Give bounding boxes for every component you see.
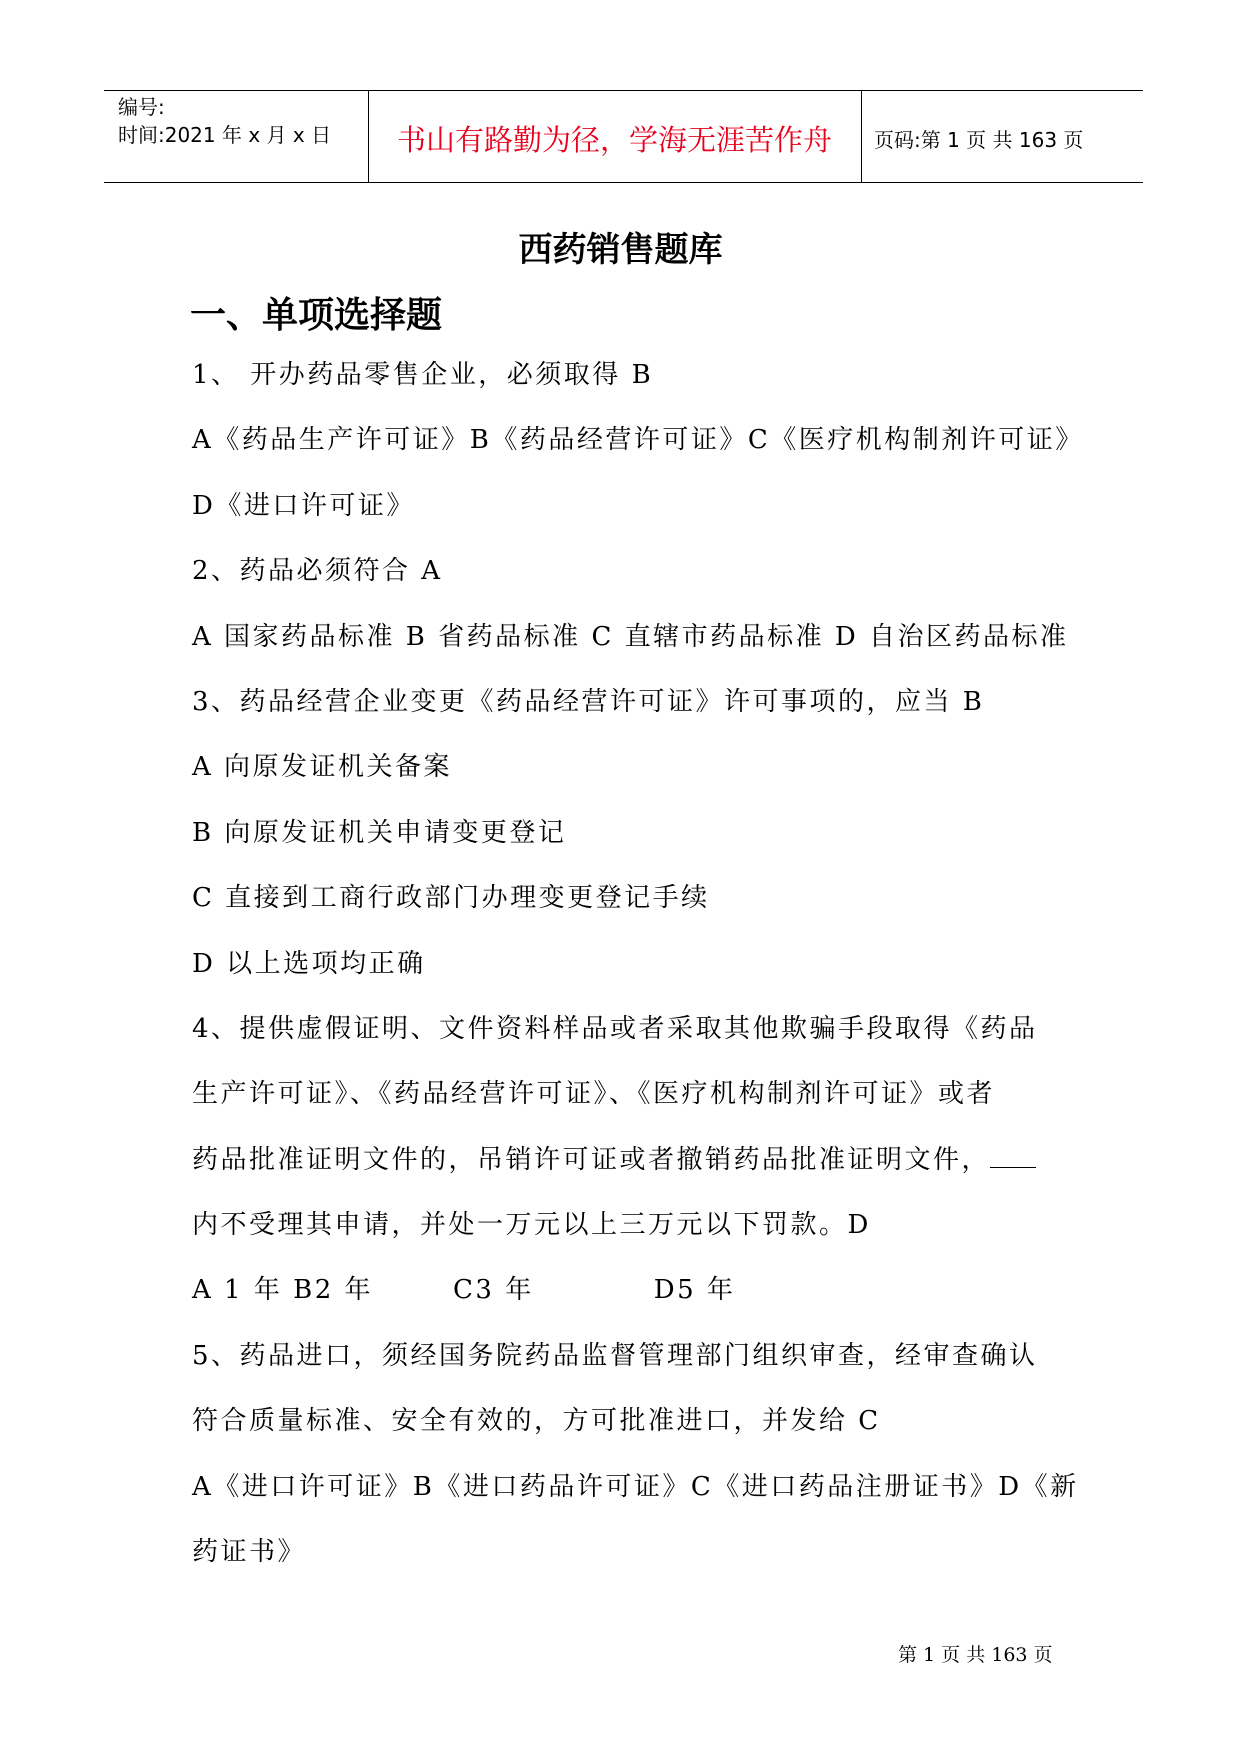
text-line: A 向原发证机关备案 (192, 752, 453, 783)
text-line: A《药品生产许可证》B《药品经营许可证》C《医疗机构制剂许可证》 (192, 425, 1084, 456)
header-divider (861, 90, 862, 182)
document-title: 西药销售题库 (518, 230, 723, 270)
text-line: 符合质量标准、安全有效的，方可批准进口，并发给 C (192, 1406, 881, 1437)
serial-label: 编号: (118, 95, 165, 119)
text-line: 药证书》 (192, 1537, 307, 1568)
text-line: 4、提供虚假证明、文件资料样品或者采取其他欺骗手段取得《药品 (192, 1013, 1038, 1044)
header-top-rule (104, 90, 1143, 91)
text-line: 2、药品必须符合 A (192, 556, 443, 587)
text-segment: 药品批准证明文件的，吊销许可证或者撤销药品批准证明文件， (192, 1144, 991, 1175)
option-text: D5 年 (653, 1275, 736, 1306)
text-line-with-blank (192, 1137, 1092, 1202)
header-motto: 书山有路勤为径，学海无涯苦作舟 (396, 123, 832, 157)
text-line: 1、 开办药品零售企业，必须取得 B (192, 360, 654, 390)
text-line: 生产许可证》、《药品经营许可证》、《医疗机构制剂许可证》或者 (192, 1079, 996, 1110)
option-line (192, 1267, 1092, 1332)
page-footer: 第 1 页 共 163 页 (898, 1644, 1053, 1666)
text-line: C 直接到工商行政部门办理变更登记手续 (192, 883, 710, 914)
text-line: B 向原发证机关申请变更登记 (192, 817, 567, 848)
header-page-info: 页码:第 1 页 共 163 页 (874, 128, 1084, 152)
text-line: A《进口许可证》B《进口药品许可证》C《进口药品注册证书》D《新 (192, 1471, 1079, 1502)
header-bottom-rule (104, 182, 1143, 183)
time-label: 时间:2021 年 x 月 x 日 (118, 123, 332, 147)
text-line: 内不受理其申请，并处一万元以上三万元以下罚款。D (192, 1210, 871, 1241)
fill-in-blank (990, 1137, 1036, 1168)
option-text: A 1 年 B2 年 (192, 1275, 374, 1306)
text-line: 3、药品经营企业变更《药品经营许可证》许可事项的，应当 B (192, 686, 985, 717)
option-text: C3 年 (453, 1275, 534, 1306)
section-heading: 一、单项选择题 (190, 295, 443, 336)
text-line: D 以上选项均正确 (192, 948, 426, 979)
text-line: A 国家药品标准 B 省药品标准 C 直辖市药品标准 D 自治区药品标准 (192, 621, 1069, 652)
question-body (192, 352, 1092, 1594)
header-meta (118, 93, 331, 149)
text-line: D《进口许可证》 (192, 490, 415, 521)
text-line: 5、药品进口，须经国务院药品监督管理部门组织审查，经审查确认 (192, 1340, 1038, 1371)
